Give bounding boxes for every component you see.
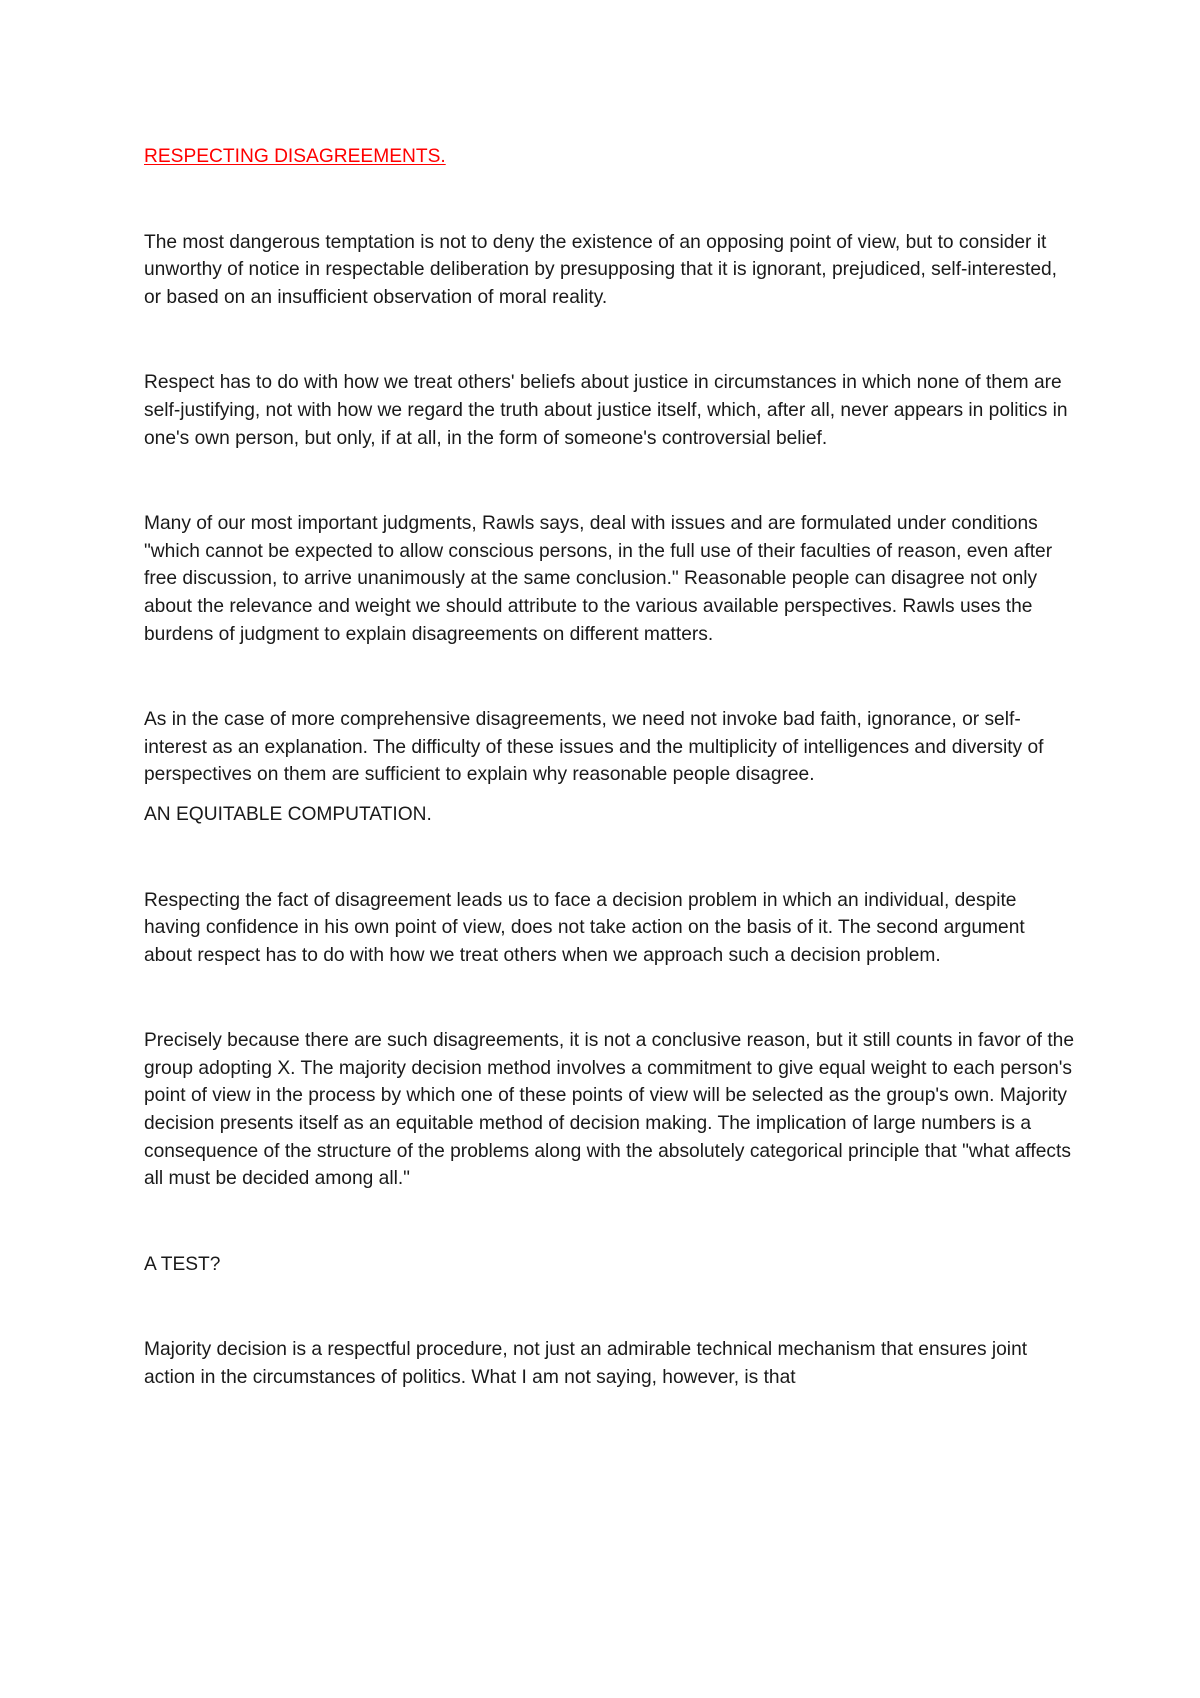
paragraph: Majority decision is a respectful procedure, not just an admirable technical mechanism that ensures joint action in the circumstances of politics. What I am not saying, however, is that xyxy=(144,1339,1028,1389)
paragraph: The most dangerous temptation is not to deny the existence of an opposing point of view, but to consider it unworthy of notice in respectable deliberation by presupposing that it is ignorant, prejudiced, self-interested, or based on an insufficient observation of moral reality. xyxy=(144,231,1058,308)
paragraph: Respecting the fact of disagreement leads us to face a decision problem in which an individual, despite having confidence in his own point of view, does not take action on the basis of it. The second argument about respect has to do with how we treat others when we approach such a decision problem. xyxy=(144,889,1025,966)
section-heading-equitable-computation: AN EQUITABLE COMPUTATION. xyxy=(144,803,432,825)
paragraph: Many of our most important judgments, Rawls says, deal with issues and are formulated under conditions "which cannot be expected to allow conscious persons, in the full use of their faculties of reason, even after free discussion, to arrive unanimously at the same conclusion." Reasonable people can disagree not only about the relevance and weight we should attribute to the various available perspectives. Rawls uses the burdens of judgment to explain disagreements on different matters. xyxy=(144,513,1053,645)
document-title: RESPECTING DISAGREEMENTS. xyxy=(144,146,446,167)
paragraph: Precisely because there are such disagreements, it is not a conclusive reason, but it still counts in favor of the group adopting X. The majority decision method involves a commitment to give equal weight to each person's point of view in the process by which one of these points of view will be selected as the group's own. Majority decision presents itself as an equitable method of decision making. The implication of large numbers is a consequence of the structure of the problems along with the absolutely categorical principle that "what affects all must be decided among all." xyxy=(144,1030,1075,1190)
paragraph: As in the case of more comprehensive disagreements, we need not invoke bad faith, ignorance, or self-interest as an explanation. The difficulty of these issues and the multiplicity of intelligences and diversity of perspectives on them are sufficient to explain why reasonable people disagree. xyxy=(144,709,1044,786)
section-heading-a-test: A TEST? xyxy=(144,1253,221,1275)
paragraph: Respect has to do with how we treat others' beliefs about justice in circumstances in which none of them are self-justifying, not with how we regard the truth about justice itself, which, after all, never appears in politics in one's own person, but only, if at all, in the form of someone's controversial belief. xyxy=(144,372,1068,449)
document-body xyxy=(144,143,1074,1450)
